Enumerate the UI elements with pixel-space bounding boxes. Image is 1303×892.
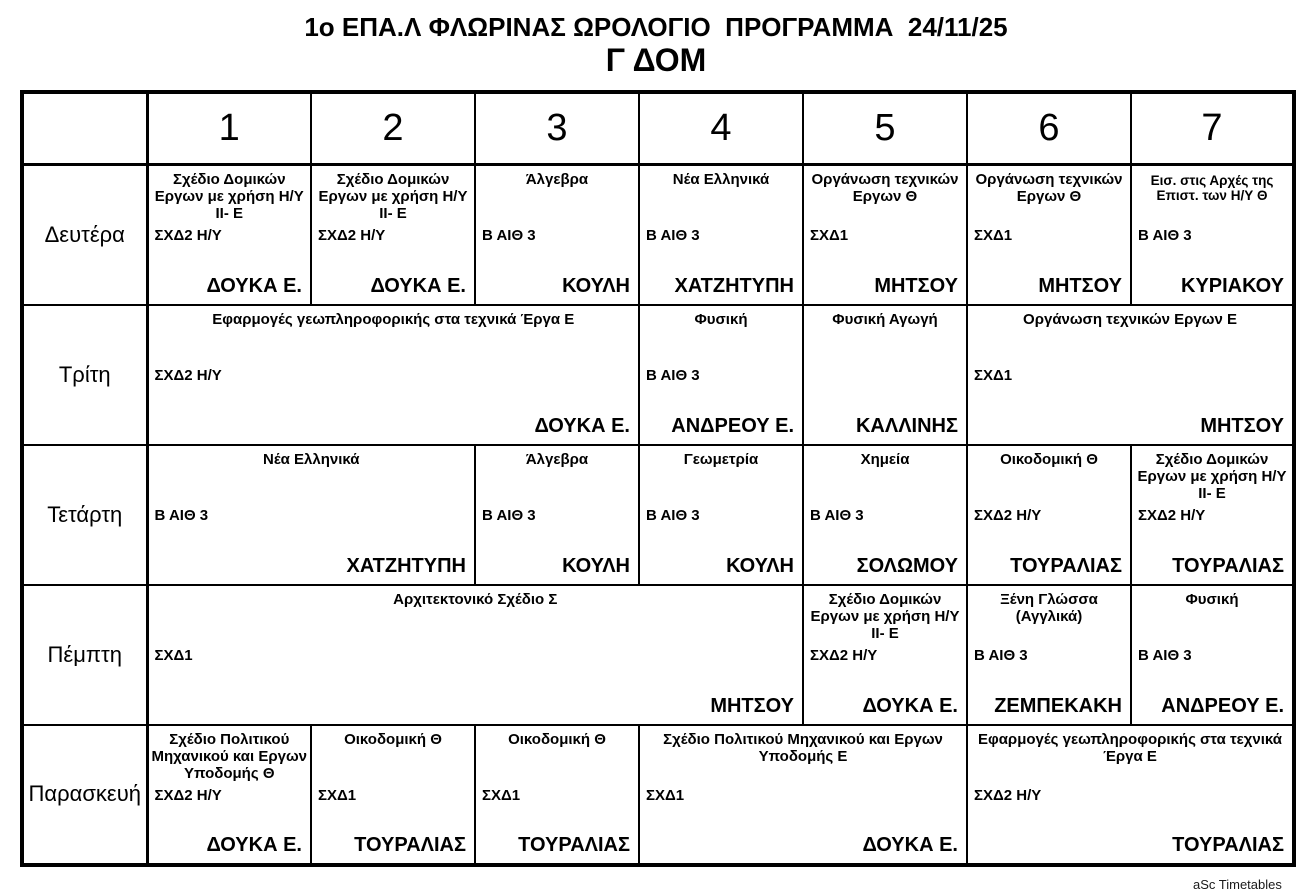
subject-label: Νέα Ελληνικά xyxy=(672,171,770,188)
teacher-label: ΚΟΥΛΗ xyxy=(562,274,630,297)
lesson-cell xyxy=(147,585,803,725)
room-label: ΣΧΔ1 xyxy=(974,366,1013,384)
subject-label: Φυσική Αγωγή xyxy=(832,310,938,328)
lesson-cell xyxy=(147,445,475,585)
day-label: Τρίτη xyxy=(22,305,147,445)
teacher-label: ΔΟΥΚΑ Ε. xyxy=(862,694,958,717)
room-label: ΣΧΔ2 Η/Υ xyxy=(154,227,222,244)
room-label: ΣΧΔ1 xyxy=(482,786,521,804)
lesson-cell xyxy=(475,165,639,305)
lesson-cell xyxy=(475,725,639,865)
lesson-cell xyxy=(1131,585,1294,725)
teacher-label: ΤΟΥΡΑΛΙΑΣ xyxy=(1172,833,1284,856)
timetable xyxy=(20,90,1296,867)
subject-label: Οργάνωση τεχνικών Εργων Ε xyxy=(1023,310,1237,328)
room-label: Β ΑΙΘ 3 xyxy=(646,506,700,524)
room-label: Β ΑΙΘ 3 xyxy=(810,506,864,524)
room-label: Β ΑΙΘ 3 xyxy=(482,227,536,244)
teacher-label: ΣΟΛΩΜΟΥ xyxy=(856,554,958,577)
header xyxy=(20,0,1292,78)
period-header: 4 xyxy=(639,92,803,165)
lesson-cell xyxy=(639,725,967,865)
room-label: ΣΧΔ1 xyxy=(974,227,1013,244)
room-label: Β ΑΙΘ 3 xyxy=(1138,227,1192,244)
page-title: 1ο ΕΠΑ.Λ ΦΛΩΡΙΝΑΣ ΩΡΟΛΟΓΙΟ ΠΡΟΓΡΑΜΜΑ 24/11/25 xyxy=(304,12,1008,42)
teacher-label: ΚΟΥΛΗ xyxy=(562,554,630,577)
subject-label: Σχέδιο Πολιτικού Μηχανικού και Εργων Υποδομής Ε xyxy=(663,730,943,765)
lesson-cell xyxy=(147,165,311,305)
subject-label: Ξένη Γλώσσα (Αγγλικά) xyxy=(1000,590,1098,625)
corner-cell xyxy=(22,92,147,165)
period-header-row xyxy=(22,92,1294,165)
room-label: ΣΧΔ2 Η/Υ xyxy=(1138,506,1206,524)
timetable-row-thursday xyxy=(22,585,1294,725)
period-header: 5 xyxy=(803,92,967,165)
lesson-cell xyxy=(967,445,1131,585)
lesson-cell xyxy=(1131,445,1294,585)
subject-label: Εφαρμογές γεωπληροφορικής στα τεχνικά Έργα Ε xyxy=(212,310,575,328)
room-label: ΣΧΔ2 Η/Υ xyxy=(974,786,1042,804)
teacher-label: ΔΟΥΚΑ Ε. xyxy=(862,833,958,856)
room-label: ΣΧΔ2 Η/Υ xyxy=(974,506,1042,524)
asc-timetables-watermark: aSc Timetables xyxy=(1193,877,1282,892)
subject-label: Σχέδιο Δομικών Εργων με χρήση Η/Υ ΙΙ- Ε xyxy=(810,590,960,642)
room-label: ΣΧΔ2 Η/Υ xyxy=(810,646,878,664)
teacher-label: ΑΝΔΡΕΟΥ Ε. xyxy=(671,414,794,437)
teacher-label: ΧΑΤΖΗΤΥΠΗ xyxy=(674,274,794,297)
teacher-label: ΔΟΥΚΑ Ε. xyxy=(206,833,302,856)
lesson-cell xyxy=(147,305,639,445)
teacher-label: ΜΗΤΣΟΥ xyxy=(1200,414,1284,437)
teacher-label: ΤΟΥΡΑΛΙΑΣ xyxy=(1010,554,1122,577)
day-label: Δευτέρα xyxy=(22,165,147,305)
lesson-cell xyxy=(803,305,967,445)
room-label: Β ΑΙΘ 3 xyxy=(646,227,700,244)
room-label: ΣΧΔ1 xyxy=(810,227,849,244)
room-label: Β ΑΙΘ 3 xyxy=(154,506,209,524)
lesson-cell xyxy=(803,165,967,305)
room-label: ΣΧΔ1 xyxy=(154,646,193,664)
subject-label: Εισ. στις Αρχές της Επιστ. των Η/Υ Θ xyxy=(1150,173,1274,203)
teacher-label: ΤΟΥΡΑΛΙΑΣ xyxy=(518,833,630,856)
teacher-label: ΜΗΤΣΟΥ xyxy=(1038,274,1122,297)
teacher-label: ΜΗΤΣΟΥ xyxy=(874,274,958,297)
room-label: Β ΑΙΘ 3 xyxy=(974,646,1028,664)
timetable-row-tuesday xyxy=(22,305,1294,445)
room-label: ΣΧΔ2 Η/Υ xyxy=(154,786,222,804)
teacher-label: ΖΕΜΠΕΚΑΚΗ xyxy=(994,694,1122,717)
subject-label: Γεωμετρία xyxy=(683,450,759,468)
teacher-label: ΑΝΔΡΕΟΥ Ε. xyxy=(1161,694,1284,717)
subject-label: Άλγεβρα xyxy=(525,450,589,468)
lesson-cell xyxy=(311,725,475,865)
timetable-row-friday xyxy=(22,725,1294,865)
room-label: ΣΧΔ2 Η/Υ xyxy=(154,366,222,384)
subject-label: Σχέδιο Δομικών Εργων με χρήση Η/Υ ΙΙ- Ε xyxy=(1137,450,1287,502)
subject-label: Οικοδομική Θ xyxy=(1000,450,1098,468)
teacher-label: ΜΗΤΣΟΥ xyxy=(710,694,794,717)
teacher-label: ΧΑΤΖΗΤΥΠΗ xyxy=(346,554,466,577)
subject-label: Σχέδιο Δομικών Εργων με χρήση Η/Υ ΙΙ- Ε xyxy=(154,171,304,222)
room-label: ΣΧΔ2 Η/Υ xyxy=(318,227,386,244)
subject-label: Αρχιτεκτονικό Σχέδιο Σ xyxy=(393,590,558,608)
subject-label: Άλγεβρα xyxy=(525,171,589,188)
teacher-label: ΚΟΥΛΗ xyxy=(726,554,794,577)
subject-label: Φυσική xyxy=(1185,590,1239,608)
room-label: ΣΧΔ1 xyxy=(318,786,357,804)
room-label: Β ΑΙΘ 3 xyxy=(482,506,536,524)
lesson-cell xyxy=(803,585,967,725)
lesson-cell xyxy=(967,305,1294,445)
subject-label: Φυσική xyxy=(694,310,748,328)
lesson-cell xyxy=(967,165,1131,305)
lesson-cell xyxy=(639,165,803,305)
teacher-label: ΤΟΥΡΑΛΙΑΣ xyxy=(1172,554,1284,577)
lesson-cell xyxy=(475,445,639,585)
teacher-label: ΔΟΥΚΑ Ε. xyxy=(534,414,630,437)
day-label: Τετάρτη xyxy=(22,445,147,585)
lesson-cell xyxy=(639,445,803,585)
lesson-cell xyxy=(967,725,1294,865)
period-header: 6 xyxy=(967,92,1131,165)
timetable-row-wednesday xyxy=(22,445,1294,585)
subject-label: Οργάνωση τεχνικών Εργων Θ xyxy=(811,171,959,205)
teacher-label: ΔΟΥΚΑ Ε. xyxy=(206,274,302,297)
subject-label: Νέα Ελληνικά xyxy=(263,450,360,468)
lesson-cell xyxy=(147,725,311,865)
period-header: 7 xyxy=(1131,92,1294,165)
teacher-label: ΤΟΥΡΑΛΙΑΣ xyxy=(354,833,466,856)
subject-label: Σχέδιο Πολιτικού Μηχανικού και Εργων Υποδομής Θ xyxy=(151,730,307,782)
teacher-label: ΚΥΡΙΑΚΟΥ xyxy=(1181,274,1284,297)
period-header: 2 xyxy=(311,92,475,165)
day-label: Παρασκευή xyxy=(22,725,147,865)
period-header: 1 xyxy=(147,92,311,165)
day-label: Πέμπτη xyxy=(22,585,147,725)
lesson-cell xyxy=(1131,165,1294,305)
lesson-cell xyxy=(967,585,1131,725)
lesson-cell xyxy=(639,305,803,445)
room-label: Β ΑΙΘ 3 xyxy=(646,366,700,384)
subject-label: Οικοδομική Θ xyxy=(508,730,606,748)
period-header: 3 xyxy=(475,92,639,165)
teacher-label: ΔΟΥΚΑ Ε. xyxy=(370,274,466,297)
lesson-cell xyxy=(311,165,475,305)
subject-label: Οργάνωση τεχνικών Εργων Θ xyxy=(975,171,1123,205)
subject-label: Εφαρμογές γεωπληροφορικής στα τεχνικά Έργα Ε xyxy=(977,730,1283,765)
teacher-label: ΚΑΛΛΙΝΗΣ xyxy=(855,414,958,437)
lesson-cell xyxy=(803,445,967,585)
timetable-row-monday xyxy=(22,165,1294,305)
room-label: ΣΧΔ1 xyxy=(646,786,685,804)
room-label: Β ΑΙΘ 3 xyxy=(1138,646,1192,664)
subject-label: Χημεία xyxy=(860,450,910,468)
subject-label: Σχέδιο Δομικών Εργων με χρήση Η/Υ ΙΙ- Ε xyxy=(318,171,468,222)
class-title: Γ ΔΟΜ xyxy=(605,42,707,78)
subject-label: Οικοδομική Θ xyxy=(344,730,442,748)
